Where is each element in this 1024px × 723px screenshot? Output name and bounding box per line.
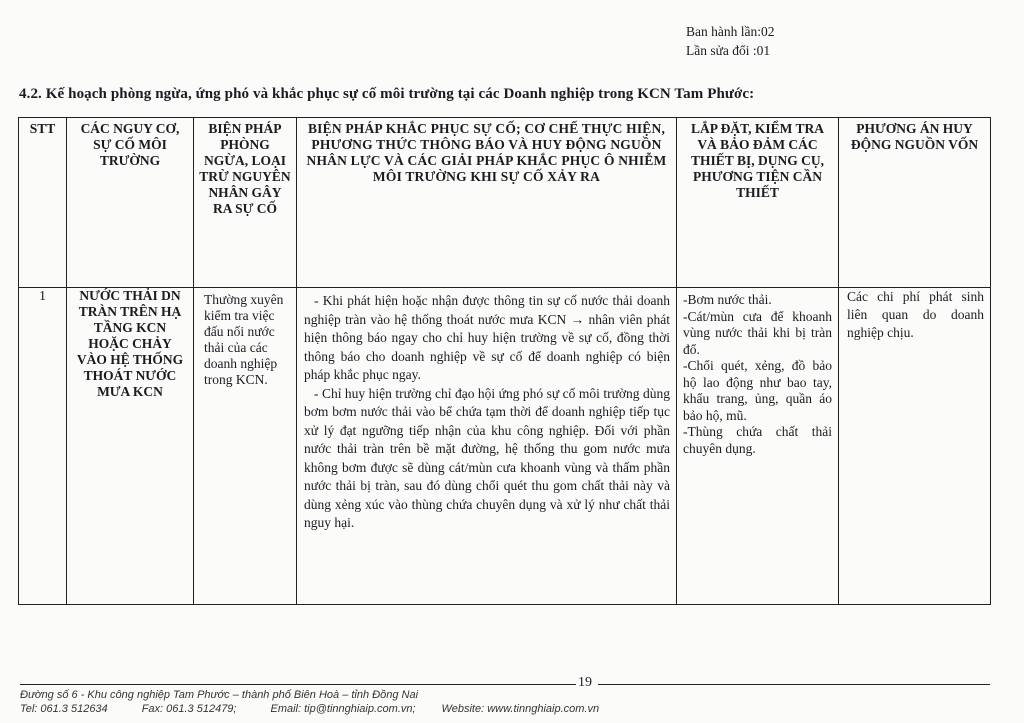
remedy-paragraph-2: - Chỉ huy hiện trường chỉ đạo hội ứng phó sự cố môi trường dùng bơm bơm nước thải vào bể chứa tạm thời để doanh nghiệp tiếp tục xử lý đạt ngưỡng tiếp nhận của khu công nghiệp. Đối với phần nước thải tràn trên bề mặt đường, hệ thống thu gom nước mưa không bơm được sẽ dùng cát/mùn cưa khoanh vùng và thấm phần nước thải bị tràn, sau đó dùng chổi quét thu gom chất thải này và dùng xẻng xúc vào thùng chứa chuyên dụng và xử lý như chất thải nguy hại. [304,385,670,530]
remedy-paragraph-1: - Khi phát hiện hoặc nhận được thông tin sự cố nước thải doanh nghiệp tràn vào hệ thống thoát nước mưa KCN → nhân viên phát hiện thông báo ngay cho chỉ huy hiện trường về sự cố, đồng thời thông báo cho doanh nghiệp về sự cố để doanh nghiệp có biện pháp khắc phục ngay. [304,293,670,382]
equipment-item: -Bơm nước thải. [683,292,772,307]
footer-divider-right [598,684,990,685]
revision-number: Lần sửa đổi :01 [686,43,771,58]
cell-remedy [297,288,677,605]
footer-address: Đường số 6 - Khu công nghiệp Tam Phước – thành phố Biên Hoà – tỉnh Đồng Nai [20,689,419,701]
environmental-incident-plan-table [18,117,991,605]
header-risk: CÁC NGUY CƠ, SỰ CỐ MÔI TRƯỜNG [67,118,194,288]
footer-website: Website: www.tinnghiaip.com.vn [441,703,600,715]
cell-funding: Các chi phí phát sinh liên quan do doanh nghiệp chịu. [839,288,991,605]
table-row [19,288,991,605]
footer-contacts [20,702,633,716]
equipment-item: -Thùng chứa chất thải chuyên dụng. [683,424,832,456]
page-footer [20,688,633,716]
cell-equipment [677,288,839,605]
footer-divider-left [20,684,576,685]
header-stt: STT [19,118,67,288]
cell-risk: NƯỚC THẢI DN TRÀN TRÊN HẠ TẦNG KCN HOẶC CHẢY VÀO HỆ THỐNG THOÁT NƯỚC MƯA KCN [67,288,194,605]
header-prevention: BIỆN PHÁP PHÒNG NGỪA, LOẠI TRỪ NGUYÊN NHÂN GÂY RA SỰ CỐ [194,118,297,288]
page-number: 19 [578,675,592,690]
equipment-item: -Chổi quét, xẻng, đồ bảo hộ lao động như bao tay, khẩu trang, ủng, quần áo bảo hộ, mũ. [683,358,832,423]
cell-prevention: Thường xuyên kiểm tra việc đấu nối nước thải của các doanh nghiệp trong KCN. [194,288,297,605]
section-title: 4.2. Kế hoạch phòng ngừa, ứng phó và khắc phục sự cố môi trường tại các Doanh nghiệp trong KCN Tam Phước: [19,86,755,102]
header-remedy: BIỆN PHÁP KHẮC PHỤC SỰ CỐ; CƠ CHẾ THỰC HIỆN, PHƯƠNG THỨC THÔNG BÁO VÀ HUY ĐỘNG NGUỒN NHÂN LỰC VÀ CÁC GIẢI PHÁP KHẮC PHỤC Ô NHIỄM MÔI TRƯỜNG KHI SỰ CỐ XẢY RA [297,118,677,288]
footer-email: Email: tip@tinnghiaip.com.vn; [270,703,416,715]
issue-number: Ban hành lần:02 [686,24,775,39]
header-funding: PHƯƠNG ÁN HUY ĐỘNG NGUỒN VỐN [839,118,991,288]
footer-fax: Fax: 061.3 512479; [141,703,237,715]
header-equipment: LẮP ĐẶT, KIỂM TRA VÀ BẢO ĐẢM CÁC THIẾT BỊ, DỤNG CỤ, PHƯƠNG TIỆN CẦN THIẾT [677,118,839,288]
footer-tel: Tel: 061.3 512634 [20,703,108,715]
document-revision-info [686,22,774,60]
cell-stt: 1 [19,288,67,605]
equipment-item: -Cát/mùn cưa để khoanh vùng nước thải khi bị tràn đổ. [683,308,832,357]
table-header-row [19,118,991,288]
